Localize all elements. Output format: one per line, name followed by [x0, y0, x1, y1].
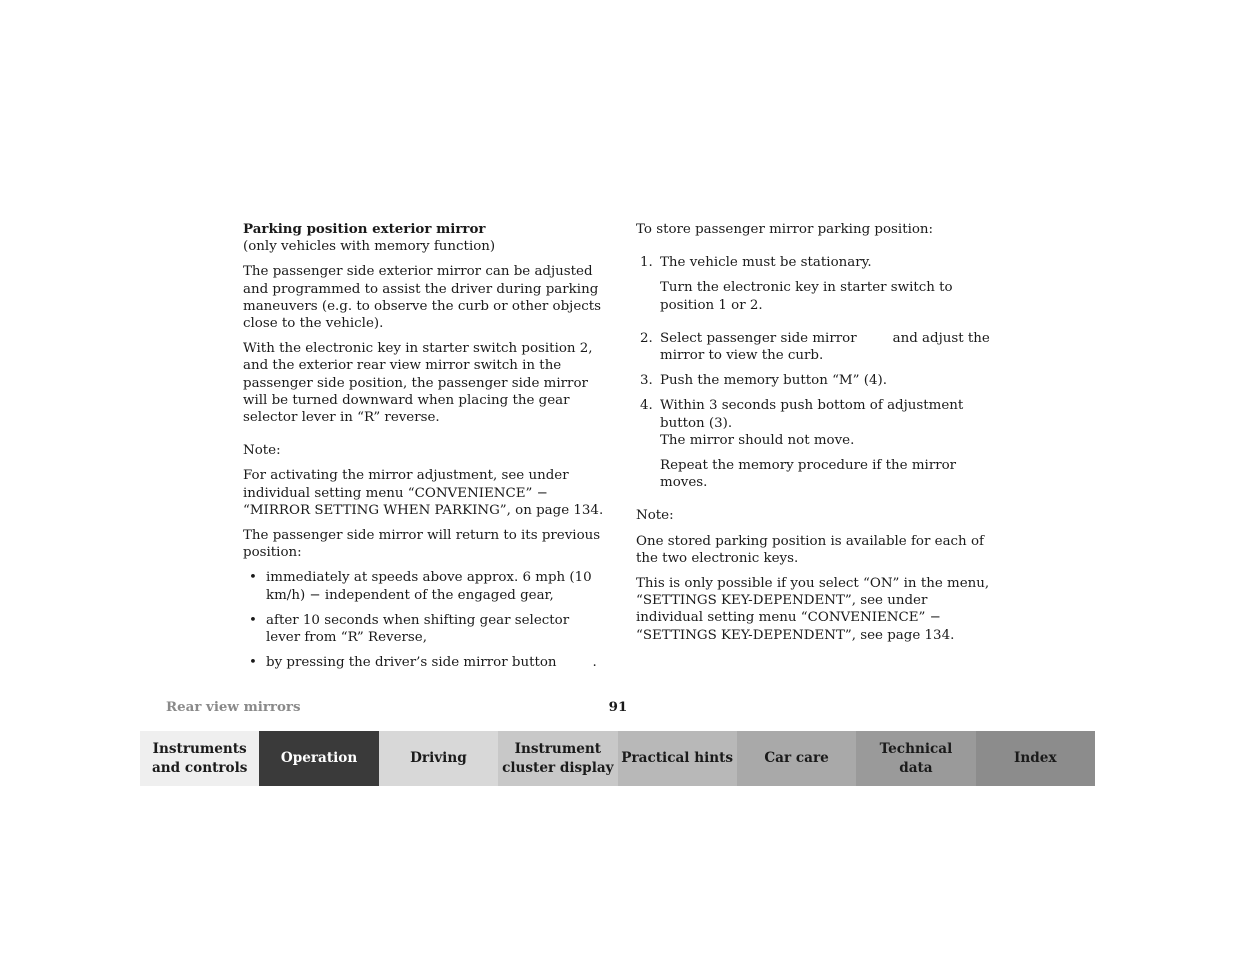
list-item-text: immediately at speeds above approx. 6 mph (10 km/h) − independent of the engaged gear, [266, 570, 592, 603]
procedure-steps [636, 254, 991, 491]
step-text-cont: and adjust the mirror to view the curb. [660, 330, 990, 364]
step-item [636, 397, 991, 491]
list-item-text: after 10 seconds when shifting gear selector lever from “R” Reverse, [266, 612, 570, 646]
nav-tab-instrument-cluster-display[interactable]: Instrument cluster display [498, 731, 617, 786]
note-text-keys: One stored parking position is available for each of the two electronic keys. [636, 533, 984, 566]
step-number: 2. [640, 330, 653, 346]
nav-tab-operation[interactable]: Operation [259, 731, 378, 786]
return-conditions-list [243, 569, 605, 671]
step-item [636, 372, 991, 389]
bullet-icon: • [249, 570, 257, 586]
step-number: 4. [640, 398, 653, 414]
starter-switch-paragraph: With the electronic key in starter switch position 2, and the exterior rear view mirror switch in the passenger side position, the passenger side mirror will be turned downward when placing the gear selector lever in “R” reverse. [243, 341, 593, 426]
right-column [636, 221, 991, 652]
bullet-icon: • [249, 612, 257, 628]
step-extra: Turn the electronic key in starter switch to position 1 or 2. [660, 280, 953, 313]
intro-paragraph: The passenger side exterior mirror can be adjusted and programmed to assist the driver during parking maneuvers (e.g. to observe the curb or other objects close to the vehicle). [243, 264, 602, 332]
list-item [243, 612, 605, 646]
page-number: 91 [608, 699, 628, 715]
step-text: Push the memory button “M” (4). [660, 373, 887, 389]
nav-tab-practical-hints[interactable]: Practical hints [618, 731, 737, 786]
nav-tab-driving[interactable]: Driving [379, 731, 498, 786]
step-text: The vehicle must be stationary. [660, 255, 872, 271]
nav-tab-index[interactable]: Index [976, 731, 1095, 786]
step-line2: The mirror should not move. [660, 432, 855, 448]
step-item [636, 254, 991, 314]
procedure-intro: To store passenger mirror parking position: [636, 222, 934, 237]
step-item [636, 330, 991, 364]
list-item [243, 569, 605, 603]
note-label: Note: [636, 508, 674, 524]
step-text: Select passenger side mirror [660, 330, 857, 346]
list-item-end: . [592, 655, 597, 671]
section-heading: Parking position exterior mirror [243, 221, 486, 237]
bullet-icon: • [249, 655, 257, 671]
return-paragraph: The passenger side mirror will return to its previous position: [243, 528, 601, 561]
note-text-settings: This is only possible if you select “ON” in the menu, “SETTINGS KEY-DEPENDENT”, see under individual setting menu “CONVENIENCE” − “SETTINGS KEY-DEPENDENT”, see page 134. [636, 576, 990, 643]
list-item [243, 654, 605, 671]
nav-tab-car-care[interactable]: Car care [737, 731, 856, 786]
step-number: 3. [640, 373, 653, 389]
note-text: For activating the mirror adjustment, see under individual setting menu “CONVENIENCE” − “MIRROR SETTING WHEN PARKING”, on page 134. [243, 468, 604, 518]
nav-tab-instruments-and-controls[interactable]: Instruments and controls [140, 731, 259, 786]
left-column [243, 221, 605, 679]
nav-tab-technical-data[interactable]: Technical data [856, 731, 975, 786]
step-text: Within 3 seconds push bottom of adjustment button (3). [660, 398, 964, 431]
section-subheading: (only vehicles with memory function) [243, 239, 496, 255]
step-number: 1. [640, 255, 653, 271]
chapter-nav-bar [140, 731, 1095, 786]
list-item-text: by pressing the driver’s side mirror button [266, 655, 557, 671]
footer-section-title: Rear view mirrors [166, 699, 301, 715]
note-label: Note: [243, 443, 281, 459]
step-extra: Repeat the memory procedure if the mirror moves. [660, 458, 957, 491]
